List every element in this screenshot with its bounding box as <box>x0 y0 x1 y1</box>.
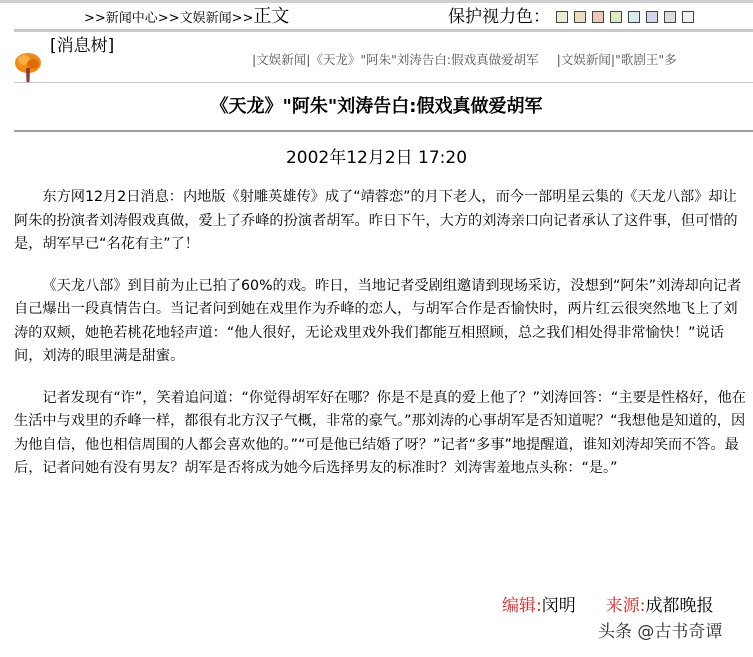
article-paragraph: 《天龙八部》到目前为止已拍了60%的戏。昨日，当地记者受剧组邀请到现场采访，没想到“阿朱”刘涛却向记者自己爆出一段真情告白。当记者问到她在戏里作为乔峰的恋人，与胡军合作是否愉快时，两片红云很突然地飞上了刘涛的双颊，她艳若桃花地轻声道：“他人很好，无论戏里戏外我们都能互相照顾，总之我们相处得非常愉快！”说话间，刘涛的眼里满是甜蜜。 <box>14 277 742 364</box>
swatch-1[interactable] <box>556 11 568 23</box>
breadcrumb-news-center[interactable]: >>新闻中心 <box>84 11 158 26</box>
article-paragraph: 东方网12月2日消息：内地版《射雕英雄传》成了“靖蓉恋”的月下老人，而今一部明星云集的《天龙八部》却让阿朱的扮演者刘涛假戏真做，爱上了乔峰的扮演者胡军。昨日下午，大方的刘涛亲口向记者承认了这件事，但可惜的是，胡军早已“名花有主”了！ <box>14 189 738 252</box>
swatch-6[interactable] <box>646 11 658 23</box>
editor-label: 编辑: <box>502 596 542 616</box>
source-label: 来源: <box>605 596 646 616</box>
swatch-3[interactable] <box>592 11 604 23</box>
breadcrumb-entertainment[interactable]: >>文娱新闻 <box>157 11 232 26</box>
article-footer <box>502 594 713 618</box>
title-divider <box>14 130 753 132</box>
swatch-8[interactable] <box>682 11 694 23</box>
breadcrumb-current: 正文 <box>253 6 290 27</box>
article-title: 《天龙》"阿朱"刘涛告白:假戏真做爱胡军 <box>210 96 543 117</box>
color-swatches <box>556 11 694 23</box>
top-divider <box>0 0 753 3</box>
swatch-7[interactable] <box>664 11 676 23</box>
ticker-item[interactable]: |文娱新闻|《天龙》"阿朱"刘涛告白:假戏真做爱胡军 <box>252 52 539 67</box>
editor-name: 闵明 <box>541 596 576 616</box>
eye-protection-label: 保护视力色： <box>448 7 550 27</box>
logo-text[interactable]: [消息树] <box>50 36 115 56</box>
ticker-divider <box>14 82 753 83</box>
tree-icon <box>14 52 42 82</box>
swatch-2[interactable] <box>574 11 586 23</box>
news-ticker <box>252 50 753 68</box>
breadcrumb-sep: >> <box>231 11 254 26</box>
header-divider <box>14 29 753 32</box>
swatch-5[interactable] <box>628 11 640 23</box>
source-name: 成都晚报 <box>645 596 714 616</box>
article-paragraph: 记者发现有“诈”，笑着追问道：“你觉得胡军好在哪？你是不是真的爱上他了？”刘涛回答：“主要是性格好，他在生活中与戏里的乔峰一样，都很有北方汉子气概，非常的豪气。”那刘涛的心事胡军是否知道呢？“我想他是知道的，因为他自信，他也相信周围的人都会喜欢他的。”“可是他已结婚了呀？”记者“多事”地提醒道，谁知刘涛却笑而不答。最后，记者问她有没有男友？胡军是否将成为她今后选择男友的标准时？刘涛害羞地点头称：“是。” <box>14 389 746 476</box>
article-body <box>14 186 746 499</box>
eye-protection-bar <box>448 5 694 29</box>
swatch-4[interactable] <box>610 11 622 23</box>
watermark: 头条 @古书奇谭 <box>598 622 723 642</box>
breadcrumb <box>84 6 289 30</box>
article-date: 2002年12月2日 17:20 <box>285 148 468 168</box>
ticker-item[interactable]: |文娱新闻|"歌剧王"多 <box>556 52 677 67</box>
